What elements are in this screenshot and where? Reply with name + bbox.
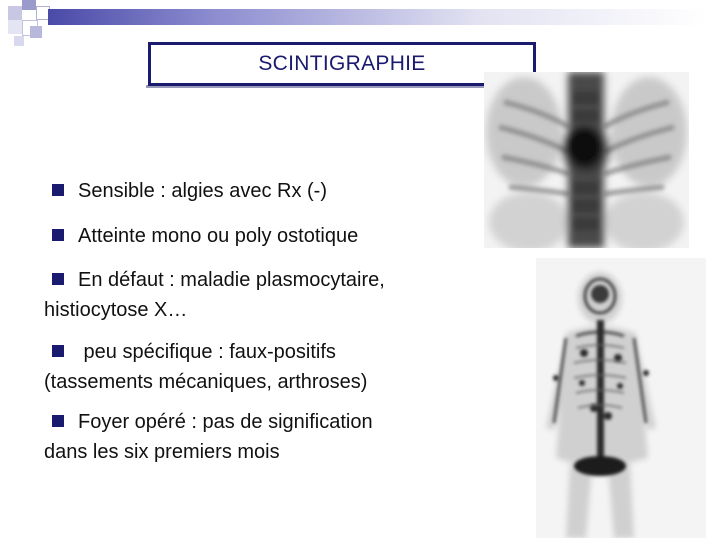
- whole-body-bone-scan-image: [536, 258, 706, 538]
- bullet-item: [44, 265, 494, 325]
- bullet-text-continued: histiocytose X…: [44, 299, 188, 321]
- bullet-item: [44, 176, 494, 206]
- header-gradient-bar: [48, 9, 708, 25]
- bullet-text: Foyer opéré : pas de signification: [78, 411, 373, 433]
- bullet-text: Sensible : algies avec Rx (-): [78, 180, 327, 202]
- title-box: [148, 42, 536, 86]
- bullet-text-continued: dans les six premiers mois: [44, 441, 280, 463]
- bullet-text-continued: (tassements mécaniques, arthroses): [44, 371, 368, 393]
- bullet-item: [44, 337, 494, 397]
- bullet-square-icon: [52, 273, 64, 285]
- bullet-text: En défaut : maladie plasmocytaire,: [78, 269, 385, 291]
- bullet-text: peu spécifique : faux-positifs: [78, 341, 336, 363]
- spine-scintigraphy-image: [484, 72, 689, 248]
- page-title: SCINTIGRAPHIE: [258, 52, 426, 75]
- bullet-item: [44, 221, 494, 251]
- bullet-square-icon: [52, 184, 64, 196]
- bullet-text: Atteinte mono ou poly ostotique: [78, 225, 359, 247]
- bullet-item: [44, 407, 494, 467]
- bullet-square-icon: [52, 229, 64, 241]
- bullet-square-icon: [52, 415, 64, 427]
- bullet-square-icon: [52, 345, 64, 357]
